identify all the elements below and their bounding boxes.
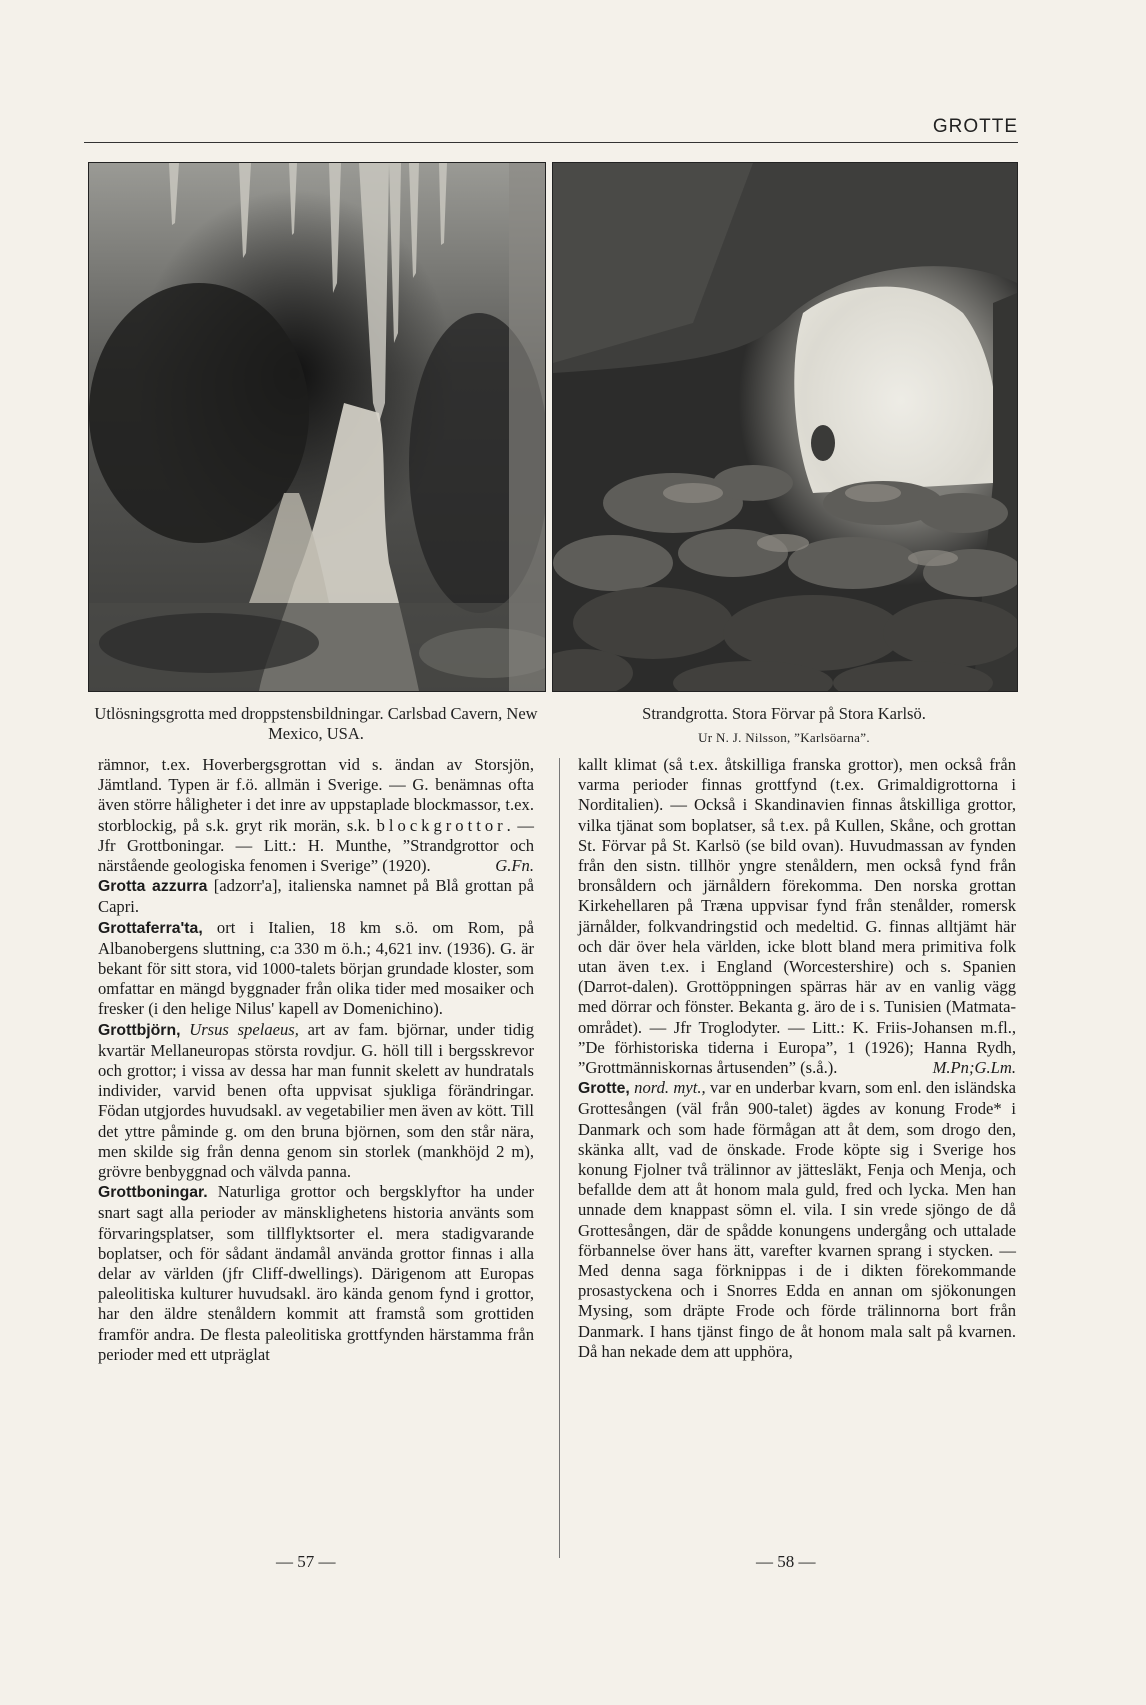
- spaced-term: blockgrottor: [376, 815, 507, 835]
- header-rule: [84, 142, 1018, 143]
- entry-headword: Grotte,: [578, 1080, 630, 1098]
- running-header: GROTTE: [932, 116, 1018, 137]
- left-figure-caption: Utlösningsgrotta med droppstensbildningar. Carlsbad Cavern, New Mexico, USA.: [94, 704, 538, 743]
- page-number-right: — 58 —: [756, 1552, 816, 1571]
- page-number-left: — 57 —: [276, 1552, 336, 1571]
- entry-qualifier: nord. myt.,: [634, 1078, 706, 1098]
- entry-grotta-azzurra: Grotta azzurra [adzorr'a], italienska namnet på Blå grottan på Capri.: [98, 876, 534, 917]
- entry-continuation: kallt klimat (så t.ex. åtskilliga franska grottor), men också från varma perioder finnas grottfynd (t.ex. Grimaldigrottorna i Norditalien). — Också i Skandinavien finnas åtskilliga grottor, vilka tjänat som boplatser, så t.ex. på Kullen, Skåne, och grottan St. Förvar på St. Karlsö (se bild ovan). Huvudmassan av fynden från den sistn. tillhör yngre stenåldern, men också fynd från bronsåldern och järnåldern förekomma. Den norska grottan Kirkehellaren på Træna uppvisar fynd från stenålder, romersk järnålder, folkvandringstid och medeltid. G. finnas alltjämt här och där över hela världen, icke blott bland mera primitiva folk utan även t.ex. i England (Worcestershire) och s. Spanien (Darrot-dalen). Grottöppningen spärras här av en vanlig vägg med dörrar och fönster. Bekanta g. äro de i s. Tunisien (Matmata-området). — Jfr Troglodyter. — Litt.: K. Friis-Johansen m.fl., ”De förhistoriska tiderna i Europa”, 1 (1926); Hanna Rydh, ”Grottmänniskornas årtusenden” (s.å.). M.Pn;G.Lm.: [578, 755, 1016, 1078]
- right-text-column: [578, 755, 1016, 1362]
- right-figure-caption: [552, 704, 1016, 748]
- entry-headword: Grottbjörn,: [98, 1021, 181, 1039]
- cave-stalactites-photo: [88, 162, 546, 692]
- entry-continuation: rämnor, t.ex. Hoverbergsgrottan vid s. ändan av Storsjön, Jämtland. Typen är f.ö. allmän i Sverige. — G. benämnas ofta även större håligheter i det inre av uppstaplade blockmassor, t.ex. storblockig, på s.k. gryt rik morän, s.k. blockgrottor. — Jfr Grottboningar. — Litt.: H. Munthe, ”Strandgrottor och närstående geologiska fenomen i Sverige” (1920). G.Fn.: [98, 755, 534, 876]
- entry-grotte: Grotte, nord. myt., var en underbar kvarn, som enl. den isländska Grottesången (väl från 900-talet) ägdes av konung Frode* i Danmark och som hade förmågan att åt dem, som drogo den, skänka allt, vad de önskade. Frode köpte sig i Sverige hos konung Fjolner två trälinnor av jättesläkt, Fenja och Menja, och befallde dem att åt honom mala guld, fred och lycka. Men han unnade dem knappast sömn el. vila. I sin vrede sjöngo de då Grottesången, där de spådde konungens undergång och uttalade förbannelse över hans ätt, varefter kvarnen sprang i stycken. — Med denna saga förknippas i de i dikten förekommande prosastyckena och i Snorres Edda en annan om sjökonungen Mysing, som dräpte Frode och förde trälinnorna bort från Danmark. I hans tjänst fingo de åt honom mala salt på kvarnen. Då han nekade dem att upphöra,: [578, 1078, 1016, 1361]
- entry-headword: Grottboningar.: [98, 1184, 208, 1202]
- right-caption-text: Strandgrotta. Stora Förvar på Stora Karlsö.: [642, 704, 926, 723]
- left-text-column: [98, 755, 534, 1365]
- latin-name: Ursus spelaeus,: [189, 1019, 299, 1039]
- entry-headword: Grotta azzurra: [98, 878, 208, 896]
- entry-headword: Grottaferra'ta,: [98, 919, 203, 937]
- right-caption-credit: Ur N. J. Nilsson, ”Karlsöarna”.: [698, 730, 870, 745]
- entry-grottboningar: Grottboningar. Naturliga grottor och bergsklyftor ha under snart sagt alla perioder av mänsklighetens historia använts som förvaringsplatser, som tillflyktsorter el. mera stadigvarande boplatser, och för sådant ändamål använda grottor finnas i alla delar av världen (jfr Cliff-dwellings). Därigenom att Europas paleolitiska kulturer huvudsakl. äro kända genom fynd i grottor, har den äldre stenåldern kommit att framstå som grottiden framför andra. De flesta paleolitiska grottfynden härstamma från perioder med ett utpräglat: [98, 1182, 534, 1364]
- author-signature: M.Pn;G.Lm.: [932, 1058, 1016, 1078]
- author-signature: G.Fn.: [495, 856, 534, 876]
- column-divider: [559, 758, 560, 1558]
- shore-cave-photo: [552, 162, 1018, 692]
- entry-grottaferrata: Grottaferra'ta, ort i Italien, 18 km s.ö. om Rom, på Albanobergens sluttning, c:a 330 m ö.h.; 4,621 inv. (1936). G. är bekant för sitt stora, vid 1000-talets början grundade kloster, som omfattar en mängd byggnader från olika tider med mosaiker och fresker (i den helige Nilus' kapell av Domenichino).: [98, 917, 534, 1019]
- entry-grottbjorn: Grottbjörn, Ursus spelaeus, art av fam. björnar, under tidig kvartär Mellaneuropas största rovdjur. G. höll till i bergsskrevor och grottor; i vissa av dessa har man funnit skelett av hundratals individer, varvid benen ofta uppvisat sjukliga förändringar. Födan utgjordes huvudsakl. av vegetabilier men även av kött. Till det yttre påminde g. om den bruna björnen, som den står nära, men skilde sig från denna genom sin storlek (mankhöjd 2 m), grövre benbyggnad och välvda panna.: [98, 1019, 534, 1182]
